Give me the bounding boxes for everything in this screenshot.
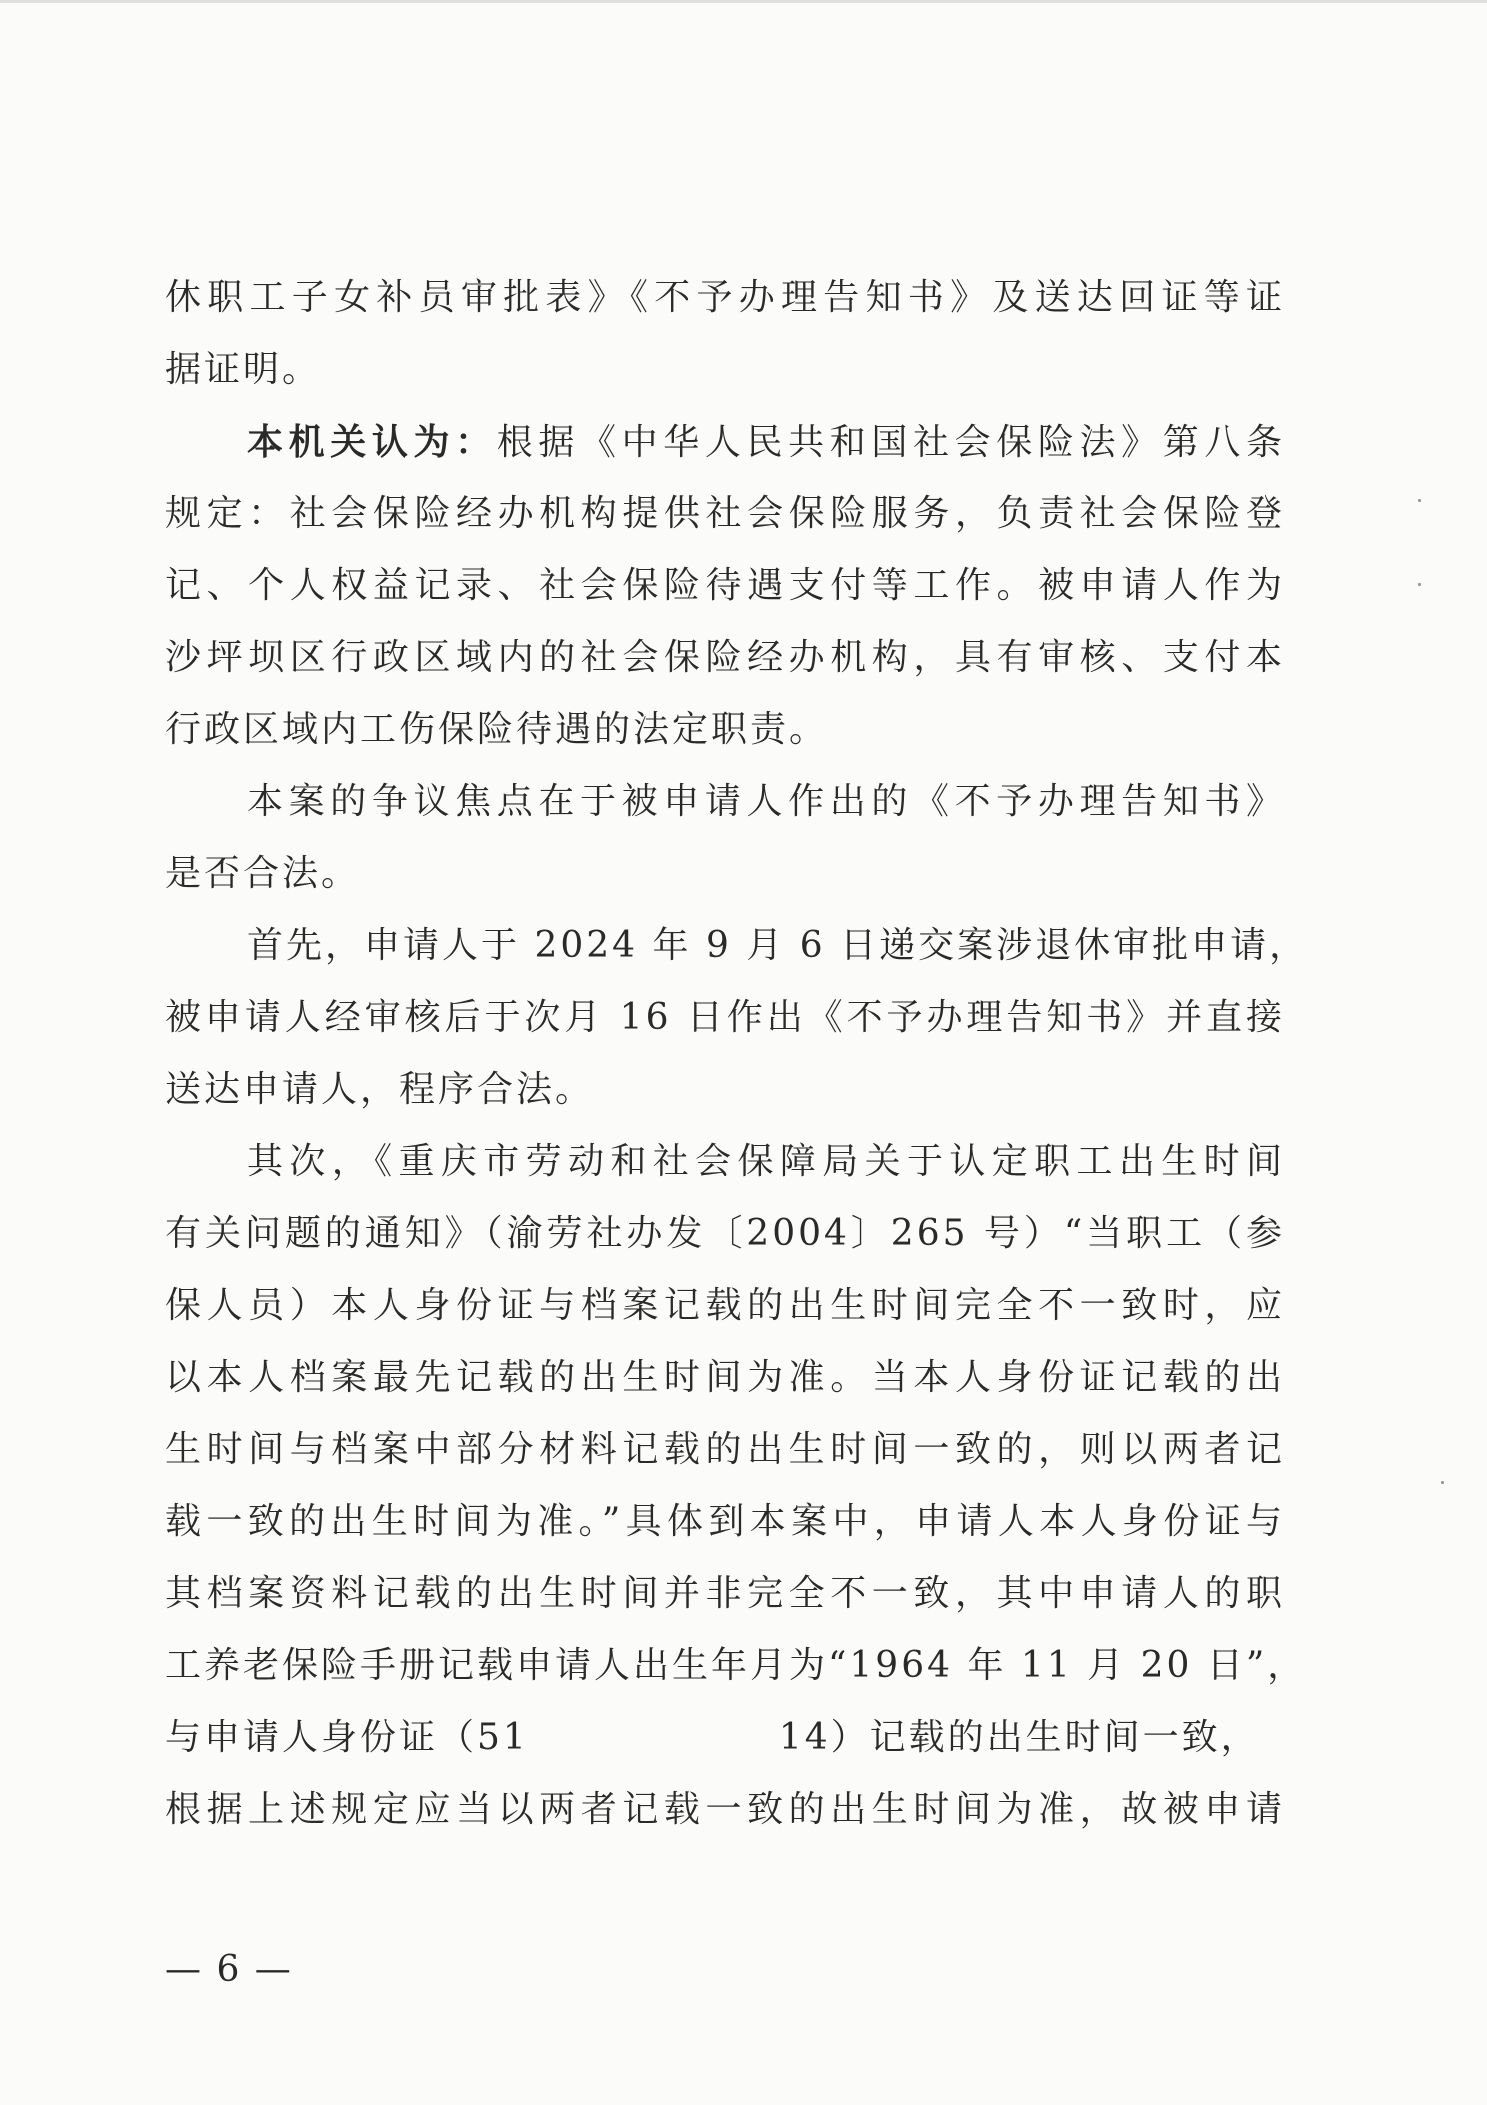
scan-speck xyxy=(1418,499,1421,502)
text-line-9: 是否合法。 xyxy=(165,853,361,894)
text-line-20: 工养老保险手册记载申请人出生年月为“1964 年 11 月 20 日”， xyxy=(165,1645,1307,1686)
text-line-21-rest: 14）记载的出生时间一致， xyxy=(778,1717,1260,1758)
text-line-5: 记、个人权益记录、社会保险待遇支付等工作。被申请人作为 xyxy=(165,565,1285,606)
text-line-17: 生时间与档案中部分材料记载的出生时间一致的，则以两者记 xyxy=(165,1429,1285,1470)
text-line-3 xyxy=(247,418,1285,466)
scan-speck xyxy=(1418,583,1421,586)
text-line-14: 有关问题的通知》（渝劳社办发〔2004〕265 号）“当职工（参 xyxy=(165,1213,1285,1254)
conclusion-lead: 本机关认为： xyxy=(247,421,497,463)
text-line-12: 送达申请人，程序合法。 xyxy=(165,1069,595,1110)
text-line-4: 规定：社会保险经办机构提供社会保险服务，负责社会保险登 xyxy=(165,493,1285,534)
scan-speck xyxy=(1441,1481,1444,1484)
text-line-3-rest: 根据《中华人民共和国社会保险法》第八条 xyxy=(496,422,1285,463)
redacted-id-prefix: 与申请人身份证（51 xyxy=(165,1717,529,1758)
text-line-8: 本案的争议焦点在于被申请人作出的《不予办理告知书》 xyxy=(247,781,1285,822)
page-number: — 6 — xyxy=(165,1949,293,1990)
text-line-21 xyxy=(165,1714,1285,1762)
scan-edge xyxy=(0,0,1487,3)
text-line-16: 以本人档案最先记载的出生时间为准。当本人身份证记载的出 xyxy=(165,1357,1285,1398)
text-line-15: 保人员）本人身份证与档案记载的出生时间完全不一致时，应 xyxy=(165,1285,1285,1326)
text-line-2: 据证明。 xyxy=(165,349,322,390)
text-line-6: 沙坪坝区行政区域内的社会保险经办机构，具有审核、支付本 xyxy=(165,637,1285,678)
text-line-1: 休职工子女补员审批表》《不予办理告知书》及送达回证等证 xyxy=(165,277,1285,318)
text-line-22: 根据上述规定应当以两者记载一致的出生时间为准，故被申请 xyxy=(165,1789,1285,1830)
text-line-19: 其档案资料记载的出生时间并非完全不一致，其中申请人的职 xyxy=(165,1573,1285,1614)
text-line-11: 被申请人经审核后于次月 16 日作出《不予办理告知书》并直接 xyxy=(165,997,1285,1038)
text-line-18: 载一致的出生时间为准。”具体到本案中，申请人本人身份证与 xyxy=(165,1501,1285,1542)
text-line-13: 其次，《重庆市劳动和社会保障局关于认定职工出生时间 xyxy=(247,1141,1285,1182)
text-line-10: 首先，申请人于 2024 年 9 月 6 日递交案涉退休审批申请， xyxy=(247,925,1309,966)
text-line-7: 行政区域内工伤保险待遇的法定职责。 xyxy=(165,709,829,750)
